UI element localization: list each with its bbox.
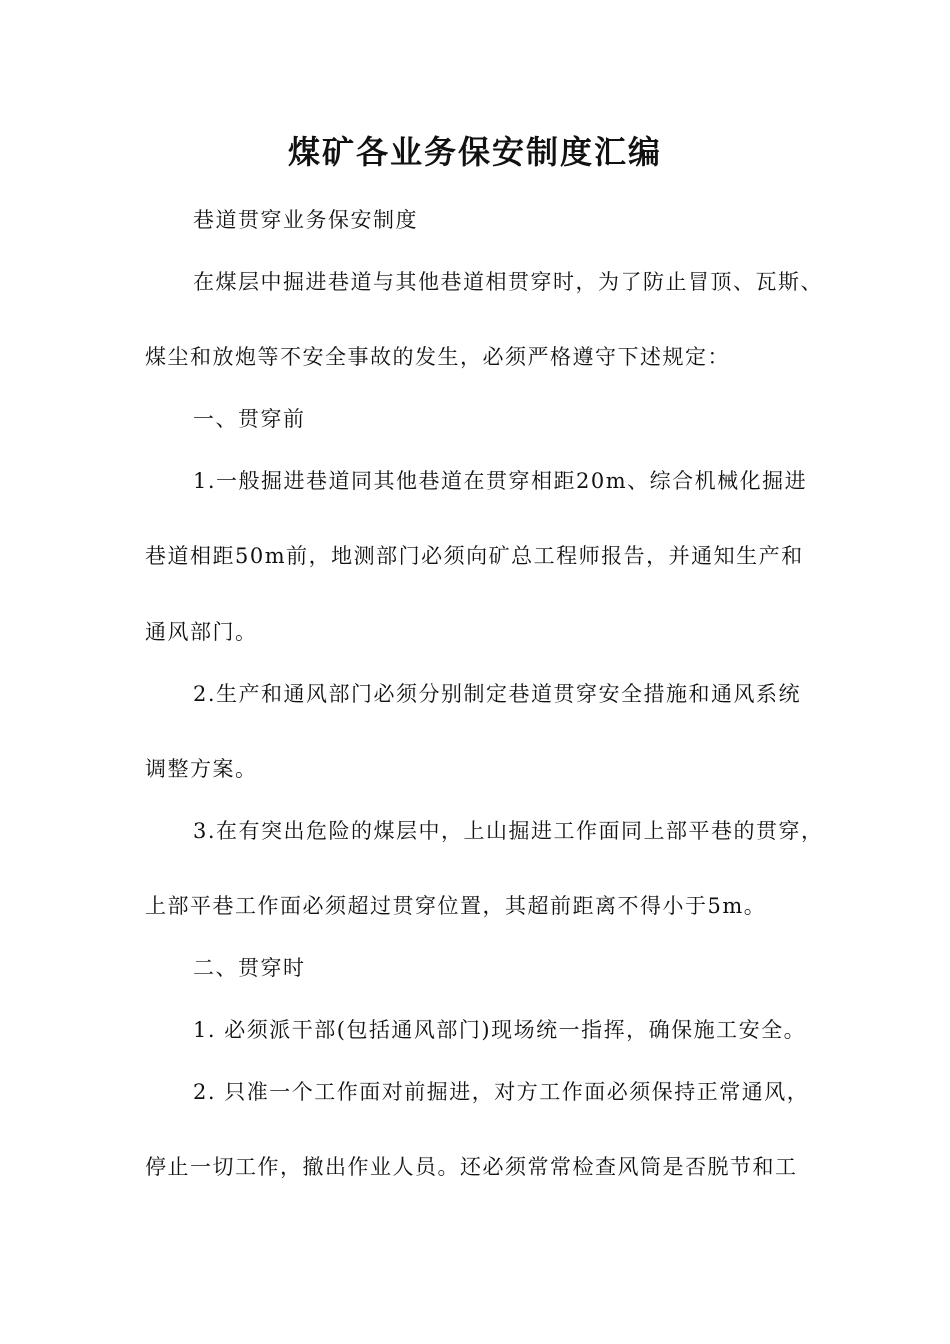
paragraph-line: 1. 必须派干部(包括通风部门)现场统一指挥，确保施工安全。 [193, 1018, 807, 1042]
paragraph-line: 3.在有突出危险的煤层中，上山掘进工作面同上部平巷的贯穿， [193, 819, 824, 843]
paragraph-line: 通风部门。 [145, 620, 258, 644]
paragraph-line: 2. 只准一个工作面对前掘进，对方工作面必须保持正常通风， [193, 1080, 810, 1104]
document-title: 煤矿各业务保安制度汇编 [287, 133, 662, 171]
paragraph-line: 在煤层中掘进巷道与其他巷道相贯穿时，为了防止冒顶、瓦斯、 [193, 270, 823, 294]
paragraph-line: 上部平巷工作面必须超过贯穿位置，其超前距离不得小于5m。 [145, 894, 767, 918]
paragraph-line: 2.生产和通风部门必须分别制定巷道贯穿安全措施和通风系统 [193, 682, 802, 706]
paragraph-line: 巷道相距50m前，地测部门必须向矿总工程师报告，并通知生产和 [145, 544, 804, 568]
section-heading: 巷道贯穿业务保安制度 [193, 208, 418, 232]
subsection-heading: 一、贯穿前 [193, 407, 306, 431]
paragraph-line: 1.一般掘进巷道同其他巷道在贯穿相距20m、综合机械化掘进 [193, 469, 808, 493]
paragraph-line: 停止一切工作，撤出作业人员。还必须常常检查风筒是否脱节和工 [145, 1155, 798, 1179]
subsection-heading: 二、贯穿时 [193, 956, 306, 980]
paragraph-line: 调整方案。 [145, 757, 258, 781]
paragraph-line: 煤尘和放炮等不安全事故的发生，必须严格遵守下述规定： [145, 345, 730, 369]
